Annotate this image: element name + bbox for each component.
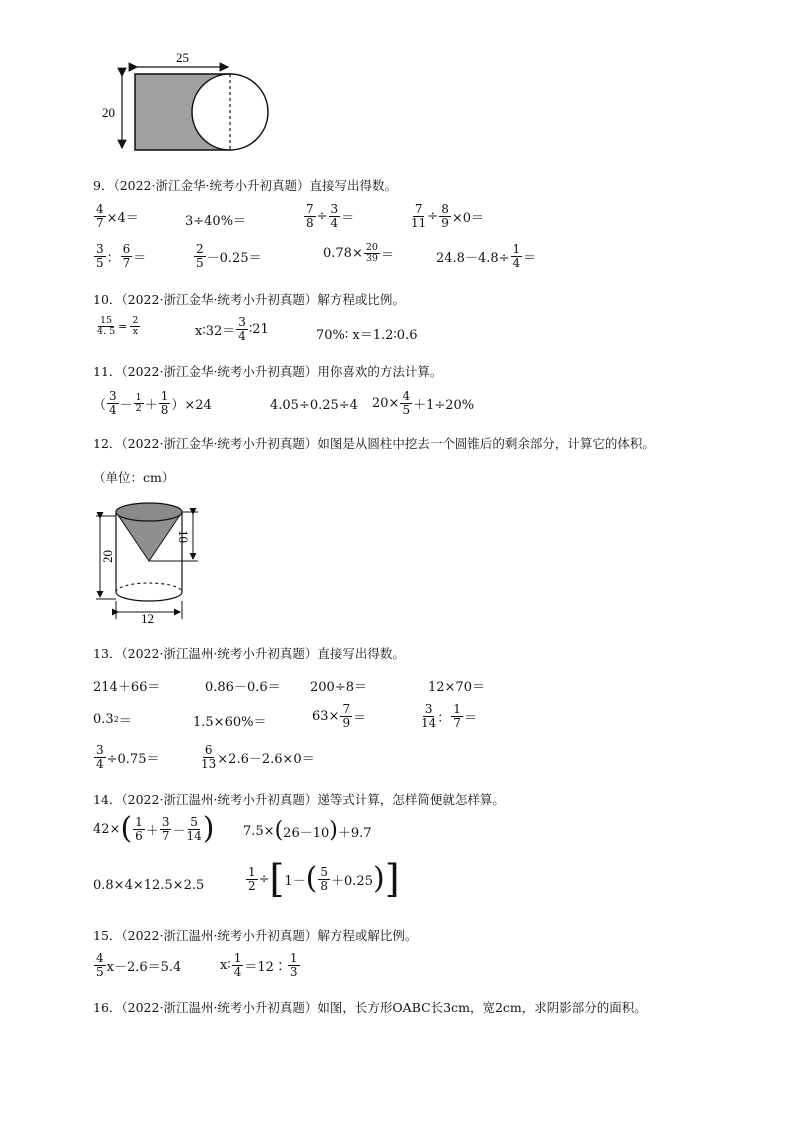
top-length-label: 25 (176, 50, 189, 65)
q13-expr-1: 214＋66＝ (93, 680, 161, 695)
q10-expr-3: 70%∶ x＝1.2∶0.6 (316, 328, 418, 343)
cone-height-label: 10 (176, 530, 191, 543)
q9-expr-1: $\frac{4}{7}$ ×4＝ (96, 202, 139, 230)
q14-expr-4: $\frac{1}{2}$ ÷ [ 1－ ( $\frac{5}{8}$ ＋0.25 ) ] (248, 857, 400, 901)
q13-expr-6: 1.5×60%＝ (193, 715, 267, 730)
q10-title: 10．（2022·浙江金华·统考小升初真题）解方程或比例。 (93, 292, 405, 307)
q9-expr-2: 3÷40%＝ (185, 214, 247, 229)
q14-title: 14．（2022·浙江温州·统考小升初真题）递等式计算，怎样简便就怎样算。 (93, 792, 505, 807)
q15-title: 15．（2022·浙江温州·统考小升初真题）解方程或解比例。 (93, 928, 418, 943)
rect-semicircle-figure (100, 50, 275, 160)
side-length-label: 20 (102, 105, 115, 120)
q15-expr-2: x∶ $\frac{1}{4}$ ＝12∶ $\frac{1}{3}$ (220, 951, 298, 979)
q14-expr-3: 0.8×4×12.5×2.5 (93, 878, 205, 893)
diameter-label: 12 (141, 611, 154, 623)
q11-expr-2: 4.05÷0.25÷4 (270, 398, 358, 413)
q13-expr-4: 12×70＝ (428, 680, 485, 695)
q13-expr-2: 0.86－0.6＝ (205, 680, 281, 695)
q9-title: 9．（2022·浙江金华·统考小升初真题）直接写出得数。 (93, 178, 397, 193)
q11-expr-3: 20× $\frac{4}{5}$ ＋1÷20% (372, 389, 475, 417)
q14-expr-2: 7.5× ( 26－10 ) ＋9.7 (243, 818, 372, 843)
q11-expr-1: （ $\frac{3}{4}$ － $\frac{1}{2}$ ＋ $\frac{1}{8}$ ）×24 (93, 389, 212, 417)
q10-expr-2: x∶32＝ $\frac{3}{4}$ ∶21 (195, 315, 269, 343)
q12-title: 12．（2022·浙江金华·统考小升初真题）如图是从圆柱中挖去一个圆锥后的剩余部分，计算它的体积。 (93, 436, 655, 451)
q11-title: 11．（2022·浙江金华·统考小升初真题）用你喜欢的方法计算。 (93, 364, 443, 379)
q12-unit: （单位：cm） (93, 470, 175, 485)
q13-title: 13．（2022·浙江温州·统考小升初真题）直接写出得数。 (93, 646, 405, 661)
cylinder-cone-figure (90, 495, 210, 623)
q13-expr-10: $\frac{6}{13}$ ×2.6－2.6×0＝ (201, 743, 315, 771)
q10-expr-1: $\frac{15}{4. 5}$ = $\frac{2}{x}$ (97, 315, 139, 337)
q13-expr-3: 200÷8＝ (310, 680, 367, 695)
q9-expr-4: $\frac{7}{11}$ ÷ $\frac{8}{9}$ ×0＝ (411, 202, 484, 230)
q13-expr-7: 63× $\frac{7}{9}$ ＝ (312, 702, 367, 730)
q9-expr-8: 24.8－4.8÷ $\frac{1}{4}$ ＝ (436, 242, 537, 270)
q16-title: 16．（2022·浙江温州·统考小升初真题）如图，长方形OABC长3cm，宽2cm，求阴影部分的面积。 (93, 1000, 647, 1015)
q9-expr-6: $\frac{2}{5}$ －0.25＝ (196, 242, 262, 270)
q13-expr-8: $\frac{3}{14}$ ： $\frac{1}{7}$ ＝ (421, 702, 477, 730)
height-label: 20 (100, 550, 115, 563)
q9-expr-7: 0.78× $\frac{20}{39}$ ＝ (323, 242, 394, 264)
q9-expr-5: $\frac{3}{5}$ ： $\frac{6}{7}$ ＝ (96, 242, 147, 270)
q13-expr-5: 0.3 2 ＝ (93, 712, 132, 729)
q15-expr-1: $\frac{4}{5}$ x－2.6＝5.4 (96, 951, 182, 979)
q9-expr-3: $\frac{7}{8}$ ÷ $\frac{3}{4}$ ＝ (306, 202, 355, 230)
q14-expr-1: 42× ( $\frac{1}{6}$ ＋ $\frac{3}{7}$ － $\frac{5}{14}$ ) (93, 811, 215, 846)
q13-expr-9: $\frac{3}{4}$ ÷0.75＝ (96, 743, 160, 771)
